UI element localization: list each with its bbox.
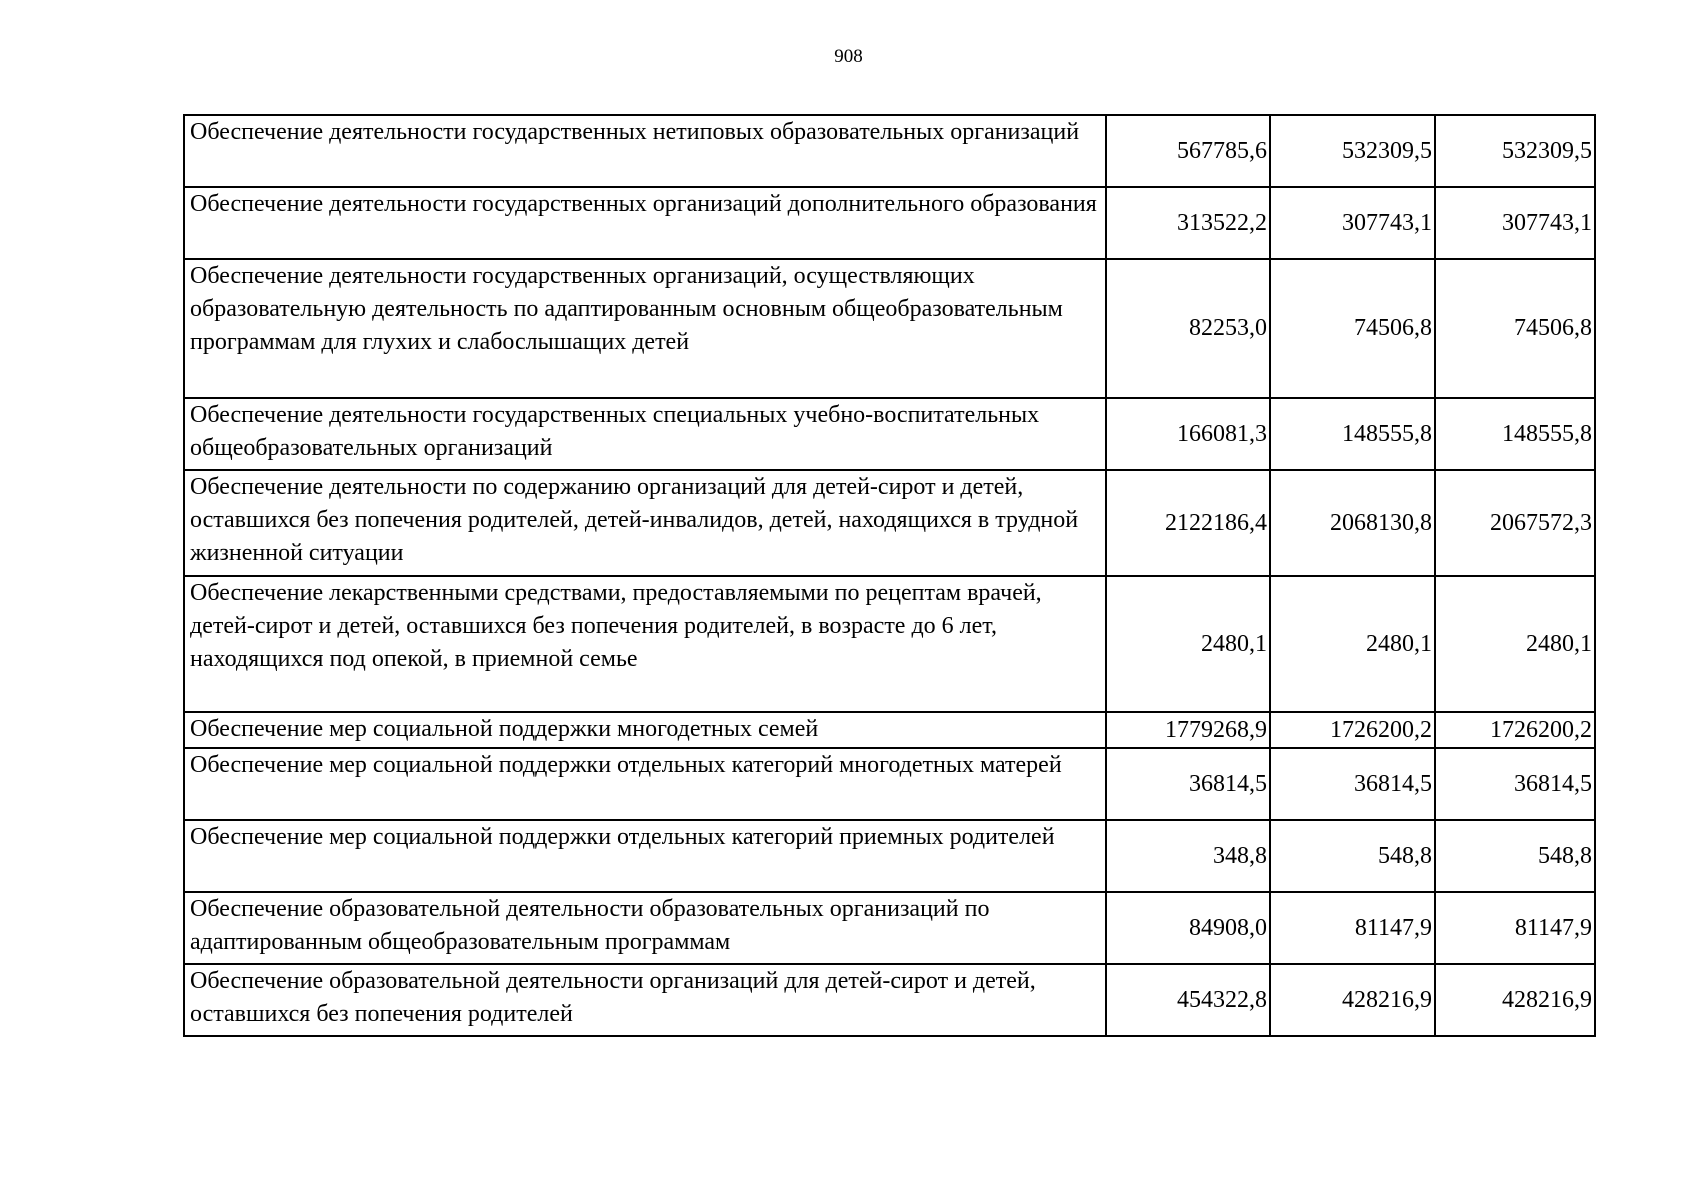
row-value-3-cell: 548,8 — [1435, 820, 1595, 892]
row-value-3-cell: 148555,8 — [1435, 398, 1595, 470]
row-value-3-cell: 2067572,3 — [1435, 470, 1595, 576]
row-value-1-cell: 1779268,9 — [1106, 712, 1270, 748]
table-row — [184, 964, 1595, 1036]
table-row — [184, 115, 1595, 187]
row-value-2-cell: 74506,8 — [1270, 259, 1435, 398]
row-value-2-cell: 2068130,8 — [1270, 470, 1435, 576]
row-value-1-cell: 166081,3 — [1106, 398, 1270, 470]
row-value-2-cell: 81147,9 — [1270, 892, 1435, 964]
row-value-3-cell: 532309,5 — [1435, 115, 1595, 187]
row-name-cell: Обеспечение мер социальной поддержки многодетных семей — [184, 712, 1106, 748]
row-value-1-cell: 36814,5 — [1106, 748, 1270, 820]
row-name-cell: Обеспечение деятельности по содержанию организаций для детей-сирот и детей, оставшихся без попечения родителей, детей-инвалидов, детей, находящихся в трудной жизненной ситуации — [184, 470, 1106, 576]
table-row — [184, 187, 1595, 259]
row-value-2-cell: 36814,5 — [1270, 748, 1435, 820]
row-value-2-cell: 548,8 — [1270, 820, 1435, 892]
row-value-3-cell: 428216,9 — [1435, 964, 1595, 1036]
row-value-3-cell: 74506,8 — [1435, 259, 1595, 398]
row-name-cell: Обеспечение образовательной деятельности организаций для детей-сирот и детей, оставшихся без попечения родителей — [184, 964, 1106, 1036]
row-name-cell: Обеспечение деятельности государственных нетиповых образовательных организаций — [184, 115, 1106, 187]
row-value-1-cell: 348,8 — [1106, 820, 1270, 892]
row-value-2-cell: 428216,9 — [1270, 964, 1435, 1036]
table-row — [184, 748, 1595, 820]
row-value-2-cell: 148555,8 — [1270, 398, 1435, 470]
row-name-cell: Обеспечение лекарственными средствами, предоставляемыми по рецептам врачей, детей-сирот и детей, оставшихся без попечения родителей, в возрасте до 6 лет, находящихся под опекой, в приемной семье — [184, 576, 1106, 712]
budget-table — [183, 114, 1596, 1037]
row-value-1-cell: 2122186,4 — [1106, 470, 1270, 576]
row-value-2-cell: 532309,5 — [1270, 115, 1435, 187]
row-value-1-cell: 567785,6 — [1106, 115, 1270, 187]
row-name-cell: Обеспечение образовательной деятельности образовательных организаций по адаптированным общеобразовательным программам — [184, 892, 1106, 964]
budget-table-body — [184, 115, 1595, 1036]
row-value-1-cell: 313522,2 — [1106, 187, 1270, 259]
row-name-cell: Обеспечение мер социальной поддержки отдельных категорий многодетных матерей — [184, 748, 1106, 820]
table-row — [184, 398, 1595, 470]
table-row — [184, 259, 1595, 398]
row-value-1-cell: 2480,1 — [1106, 576, 1270, 712]
row-value-2-cell: 1726200,2 — [1270, 712, 1435, 748]
row-value-3-cell: 1726200,2 — [1435, 712, 1595, 748]
row-name-cell: Обеспечение деятельности государственных специальных учебно-воспитательных общеобразовательных организаций — [184, 398, 1106, 470]
table-row — [184, 820, 1595, 892]
row-value-1-cell: 82253,0 — [1106, 259, 1270, 398]
row-name-cell: Обеспечение деятельности государственных организаций, осуществляющих образовательную деятельность по адаптированным основным общеобразовательным программам для глухих и слабослышащих детей — [184, 259, 1106, 398]
table-row — [184, 892, 1595, 964]
row-name-cell: Обеспечение деятельности государственных организаций дополнительного образования — [184, 187, 1106, 259]
row-value-3-cell: 2480,1 — [1435, 576, 1595, 712]
row-value-1-cell: 454322,8 — [1106, 964, 1270, 1036]
row-value-1-cell: 84908,0 — [1106, 892, 1270, 964]
row-value-3-cell: 307743,1 — [1435, 187, 1595, 259]
row-value-3-cell: 36814,5 — [1435, 748, 1595, 820]
row-name-cell: Обеспечение мер социальной поддержки отдельных категорий приемных родителей — [184, 820, 1106, 892]
table-row — [184, 470, 1595, 576]
row-value-2-cell: 2480,1 — [1270, 576, 1435, 712]
row-value-3-cell: 81147,9 — [1435, 892, 1595, 964]
page-number: 908 — [834, 46, 863, 67]
table-row — [184, 712, 1595, 748]
row-value-2-cell: 307743,1 — [1270, 187, 1435, 259]
table-row — [184, 576, 1595, 712]
